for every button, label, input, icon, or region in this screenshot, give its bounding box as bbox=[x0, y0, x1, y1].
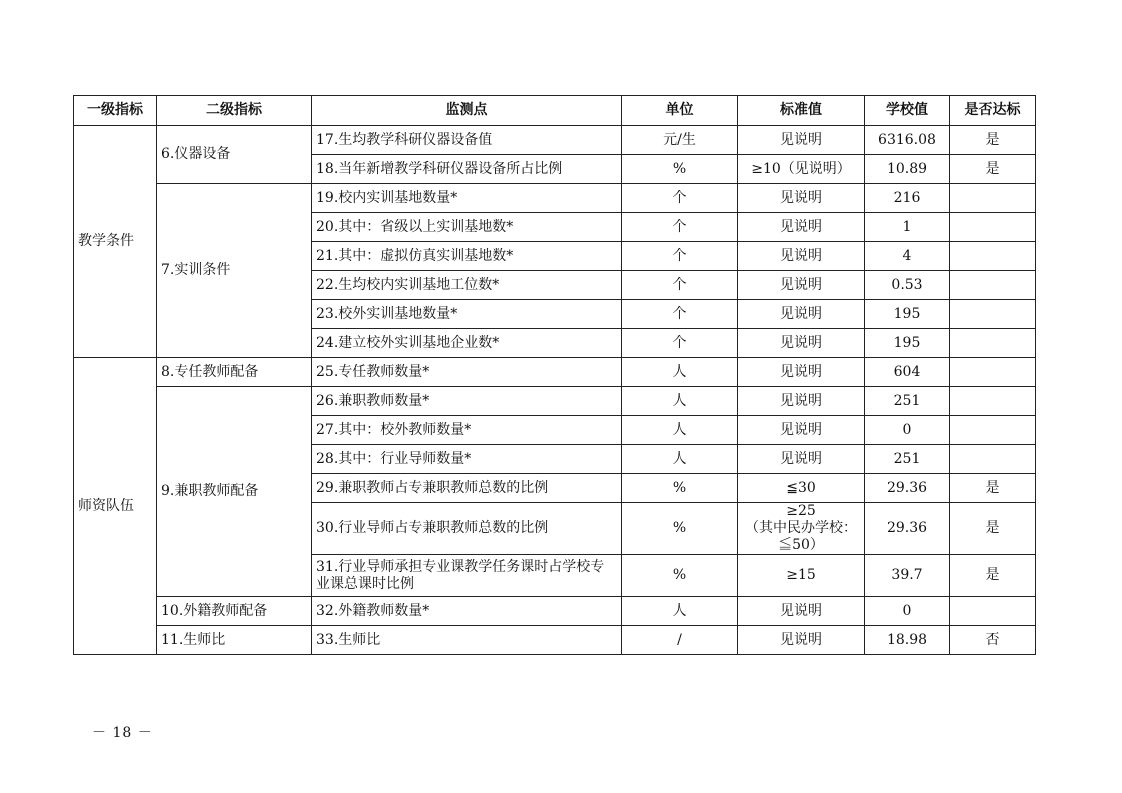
met-cell bbox=[950, 242, 1036, 271]
header-level2: 二级指标 bbox=[157, 96, 312, 126]
met-cell bbox=[950, 358, 1036, 387]
school-value-cell: 0.53 bbox=[865, 271, 950, 300]
unit-cell: 个 bbox=[622, 242, 738, 271]
level2-cell: 10.外籍教师配备 bbox=[157, 597, 312, 626]
unit-cell: % bbox=[622, 503, 738, 555]
unit-cell: 人 bbox=[622, 387, 738, 416]
school-value-cell: 195 bbox=[865, 300, 950, 329]
point-cell: 21.其中：虚拟仿真实训基地数* bbox=[312, 242, 622, 271]
header-met: 是否达标 bbox=[950, 96, 1036, 126]
point-cell: 22.生均校内实训基地工位数* bbox=[312, 271, 622, 300]
school-value-cell: 604 bbox=[865, 358, 950, 387]
standard-cell: 见说明 bbox=[738, 329, 865, 358]
unit-cell: 人 bbox=[622, 358, 738, 387]
met-cell: 是 bbox=[950, 474, 1036, 503]
met-cell bbox=[950, 416, 1036, 445]
standard-cell: 见说明 bbox=[738, 213, 865, 242]
level2-cell: 9.兼职教师配备 bbox=[157, 387, 312, 597]
met-cell: 是 bbox=[950, 503, 1036, 555]
met-cell bbox=[950, 387, 1036, 416]
point-cell: 29.兼职教师占专兼职教师总数的比例 bbox=[312, 474, 622, 503]
point-cell: 18.当年新增教学科研仪器设备所占比例 bbox=[312, 155, 622, 184]
level2-cell: 11.生师比 bbox=[157, 626, 312, 655]
standard-cell: 见说明 bbox=[738, 358, 865, 387]
table-row bbox=[74, 597, 1036, 626]
standard-cell: 见说明 bbox=[738, 184, 865, 213]
met-cell bbox=[950, 271, 1036, 300]
school-value-cell: 195 bbox=[865, 329, 950, 358]
standard-cell: 见说明 bbox=[738, 416, 865, 445]
standard-cell: 见说明 bbox=[738, 445, 865, 474]
school-value-cell: 251 bbox=[865, 387, 950, 416]
unit-cell: 人 bbox=[622, 416, 738, 445]
unit-cell: 个 bbox=[622, 184, 738, 213]
level2-cell: 6.仪器设备 bbox=[157, 126, 312, 184]
met-cell bbox=[950, 300, 1036, 329]
table-row bbox=[74, 626, 1036, 655]
met-cell bbox=[950, 597, 1036, 626]
met-cell: 是 bbox=[950, 555, 1036, 597]
unit-cell: / bbox=[622, 626, 738, 655]
unit-cell: 个 bbox=[622, 213, 738, 242]
point-cell: 27.其中：校外教师数量* bbox=[312, 416, 622, 445]
point-cell: 17.生均教学科研仪器设备值 bbox=[312, 126, 622, 155]
header-school-value: 学校值 bbox=[865, 96, 950, 126]
indicator-table bbox=[73, 95, 1036, 655]
standard-cell: 见说明 bbox=[738, 271, 865, 300]
standard-cell: ≦30 bbox=[738, 474, 865, 503]
unit-cell: 个 bbox=[622, 329, 738, 358]
unit-cell: 元/生 bbox=[622, 126, 738, 155]
unit-cell: 人 bbox=[622, 597, 738, 626]
met-cell bbox=[950, 184, 1036, 213]
header-row bbox=[74, 96, 1036, 126]
unit-cell: % bbox=[622, 155, 738, 184]
table-body bbox=[74, 126, 1036, 655]
school-value-cell: 39.7 bbox=[865, 555, 950, 597]
level1-cell: 教学条件 bbox=[74, 126, 157, 358]
school-value-cell: 216 bbox=[865, 184, 950, 213]
point-cell: 30.行业导师占专兼职教师总数的比例 bbox=[312, 503, 622, 555]
standard-cell: ≥25 （其中民办学校：≦50） bbox=[738, 503, 865, 555]
table-row bbox=[74, 126, 1036, 155]
school-value-cell: 29.36 bbox=[865, 503, 950, 555]
point-cell: 31.行业导师承担专业课教学任务课时占学校专业课总课时比例 bbox=[312, 555, 622, 597]
table-row bbox=[74, 358, 1036, 387]
table-row bbox=[74, 387, 1036, 416]
unit-cell: 个 bbox=[622, 300, 738, 329]
standard-cell: 见说明 bbox=[738, 387, 865, 416]
point-cell: 33.生师比 bbox=[312, 626, 622, 655]
standard-cell: ≥10（见说明） bbox=[738, 155, 865, 184]
school-value-cell: 1 bbox=[865, 213, 950, 242]
school-value-cell: 0 bbox=[865, 597, 950, 626]
unit-cell: % bbox=[622, 474, 738, 503]
standard-cell: 见说明 bbox=[738, 126, 865, 155]
header-unit: 单位 bbox=[622, 96, 738, 126]
point-cell: 19.校内实训基地数量* bbox=[312, 184, 622, 213]
unit-cell: 个 bbox=[622, 271, 738, 300]
standard-cell: 见说明 bbox=[738, 626, 865, 655]
header-standard: 标准值 bbox=[738, 96, 865, 126]
level2-cell: 7.实训条件 bbox=[157, 184, 312, 358]
point-cell: 26.兼职教师数量* bbox=[312, 387, 622, 416]
school-value-cell: 18.98 bbox=[865, 626, 950, 655]
school-value-cell: 251 bbox=[865, 445, 950, 474]
table-row bbox=[74, 184, 1036, 213]
met-cell: 是 bbox=[950, 155, 1036, 184]
point-cell: 28.其中：行业导师数量* bbox=[312, 445, 622, 474]
unit-cell: % bbox=[622, 555, 738, 597]
header-point: 监测点 bbox=[312, 96, 622, 126]
level2-cell: 8.专任教师配备 bbox=[157, 358, 312, 387]
standard-cell: ≥15 bbox=[738, 555, 865, 597]
met-cell: 是 bbox=[950, 126, 1036, 155]
school-value-cell: 4 bbox=[865, 242, 950, 271]
school-value-cell: 6316.08 bbox=[865, 126, 950, 155]
point-cell: 25.专任教师数量* bbox=[312, 358, 622, 387]
point-cell: 23.校外实训基地数量* bbox=[312, 300, 622, 329]
standard-cell: 见说明 bbox=[738, 300, 865, 329]
school-value-cell: 0 bbox=[865, 416, 950, 445]
page-number: － 18 － bbox=[92, 725, 153, 741]
met-cell bbox=[950, 213, 1036, 242]
point-cell: 20.其中：省级以上实训基地数* bbox=[312, 213, 622, 242]
school-value-cell: 10.89 bbox=[865, 155, 950, 184]
point-cell: 24.建立校外实训基地企业数* bbox=[312, 329, 622, 358]
unit-cell: 人 bbox=[622, 445, 738, 474]
point-cell: 32.外籍教师数量* bbox=[312, 597, 622, 626]
met-cell bbox=[950, 445, 1036, 474]
header-level1: 一级指标 bbox=[74, 96, 157, 126]
school-value-cell: 29.36 bbox=[865, 474, 950, 503]
met-cell bbox=[950, 329, 1036, 358]
standard-cell: 见说明 bbox=[738, 242, 865, 271]
standard-cell: 见说明 bbox=[738, 597, 865, 626]
met-cell: 否 bbox=[950, 626, 1036, 655]
level1-cell: 师资队伍 bbox=[74, 358, 157, 655]
